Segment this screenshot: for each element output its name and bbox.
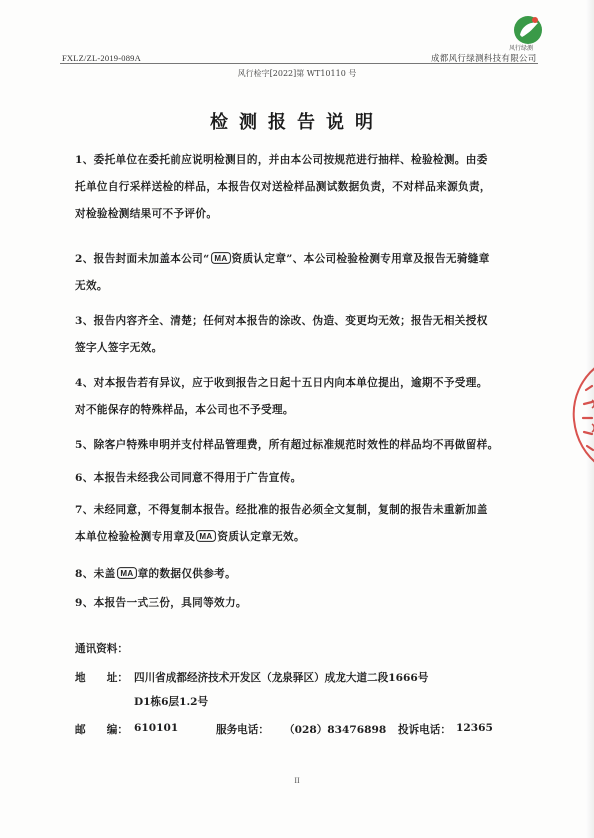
item-4-line-2: 对不能保存的特殊样品，本公司也不予受理。 [75, 404, 294, 416]
company-name: 成都风行绿测科技有限公司 [431, 54, 537, 64]
list-item-2 [75, 246, 535, 300]
item-2-line-2: 无效。 [75, 280, 108, 292]
item-4-line-1: 4、对本报告若有异议，应于收到报告之日起十五日内向本单位提出，逾期不予受理。 [75, 377, 488, 389]
address-line-1: 四川省成都经济技术开发区（龙泉驿区）成龙大道二段1666号 [134, 672, 429, 684]
address-line-2: D1栋6层1.2号 [134, 696, 209, 708]
item-9-line-1: 9、本报告一式三份，具同等效力。 [75, 597, 247, 609]
item-7-text-b: 资质认定章无效。 [217, 531, 305, 543]
cma-mark-icon [117, 567, 137, 579]
list-item-5 [75, 432, 535, 459]
page-number: II [294, 776, 300, 785]
address-label: 地 址： [75, 672, 128, 684]
page-edge-shadow [586, 0, 594, 838]
item-3-line-2: 签字人签字无效。 [75, 342, 163, 354]
complaint-value: 12365 [456, 722, 493, 734]
report-number: 风行检字[2022]第 WT10110 号 [237, 69, 357, 78]
cma-mark-text: MA [119, 569, 134, 578]
item-8-text-a: 8、未盖 [75, 568, 116, 580]
item-7-line-1: 7、未经同意，不得复制本报告。经批准的报告必须全文复制，复制的报告未重新加盖 [75, 504, 488, 516]
cma-mark-icon [196, 530, 216, 542]
item-2-line-1 [75, 246, 535, 273]
item-7-text-a: 本单位检验检测专用章及 [75, 531, 196, 543]
logo-text: 风行绿测 [509, 45, 534, 52]
postcode-label: 邮 编： [75, 724, 128, 736]
item-7-line-2 [75, 524, 535, 551]
document-code: FXLZ/ZL-2019-089A [62, 53, 141, 63]
item-2-text-b: 资质认定章”、本公司检验检测专用章及报告无骑缝章 [231, 253, 490, 265]
contact-title: 通讯资料： [75, 643, 128, 655]
item-8-line-1 [75, 561, 535, 588]
cma-mark-text: MA [213, 254, 228, 263]
item-1-line-3: 对检验检测结果可不予评价。 [75, 208, 218, 220]
cma-mark-icon [211, 252, 231, 264]
item-8-text-b: 章的数据仅供参考。 [137, 568, 237, 580]
item-3-line-1: 3、报告内容齐全、清楚；任何对本报告的涂改、伪造、变更均无效；报告无相关授权 [75, 315, 488, 327]
list-item-1 [75, 147, 535, 228]
item-6-line-1: 6、本报告未经我公司同意不得用于广告宣传。 [75, 472, 302, 484]
list-item-3 [75, 308, 535, 362]
item-2-text-a: 2、报告封面未加盖本公司“ [75, 253, 210, 265]
item-1-line-2: 托单位自行采样送检的样品，本报告仅对送检样品测试数据负责，不对样品来源负责， [75, 181, 491, 193]
complaint-label: 投诉电话： [398, 724, 451, 736]
item-5-line-1: 5、除客户特殊申明并支付样品管理费，所有超过标准规范时效性的样品均不再做留样。 [75, 439, 499, 451]
cma-mark-text: MA [199, 532, 213, 541]
phone-label: 服务电话： [216, 724, 269, 736]
list-item-9 [75, 590, 535, 617]
list-item-6 [75, 465, 535, 492]
phone-value: （028）83476898 [284, 724, 387, 736]
list-item-4 [75, 370, 535, 424]
postcode-value: 610101 [134, 722, 179, 734]
page-title: 检测报告说明 [210, 112, 384, 133]
item-1-line-1: 1、委托单位在委托前应说明检测目的，并由本公司按规范进行抽样、检验检测。由委 [75, 154, 488, 166]
list-item-7 [75, 497, 535, 551]
header-divider [60, 63, 538, 64]
list-item-8 [75, 561, 535, 588]
